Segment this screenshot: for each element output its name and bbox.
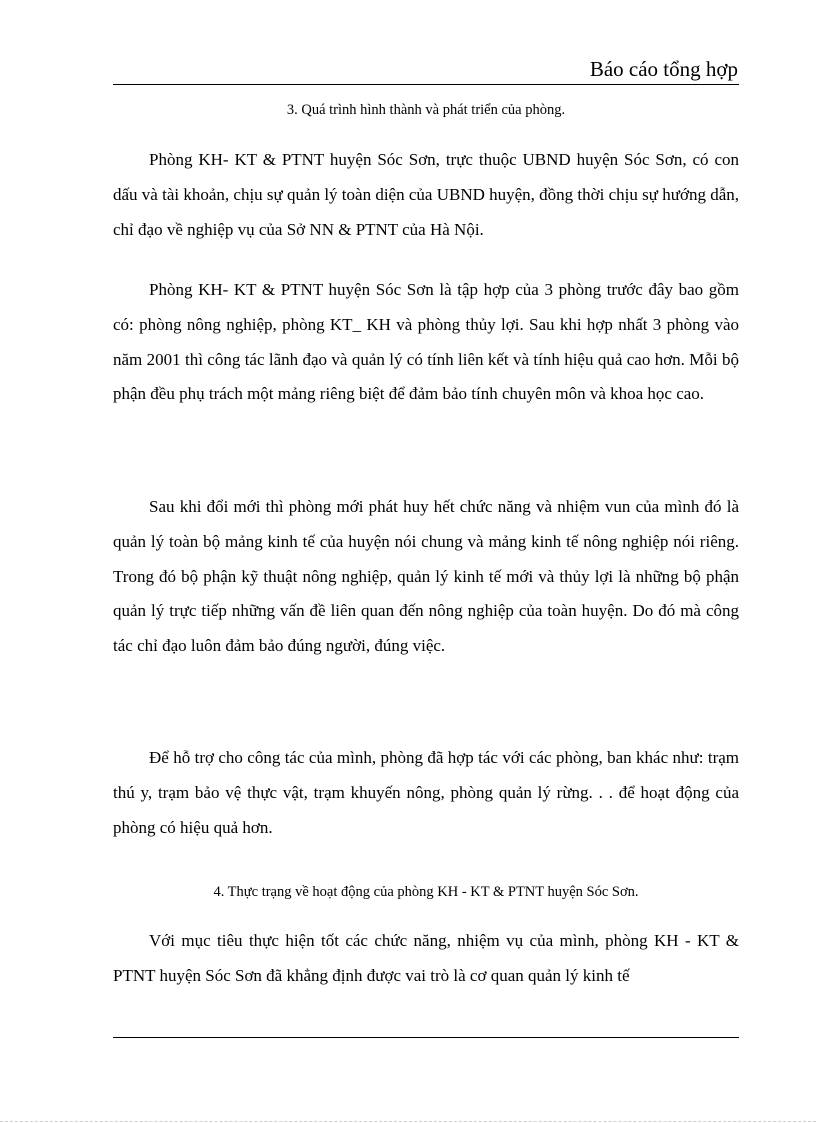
section-3-heading: 3. Quá trình hình thành và phát triển của phòng. [286, 102, 566, 118]
paragraph-5: Với mục tiêu thực hiện tốt các chức năng, nhiệm vụ của mình, phòng KH - KT & PTNT huyện Sóc Sơn đã khẳng định được vai trò là cơ quan quản lý kinh tế [113, 931, 739, 985]
paragraph-1: Phòng KH- KT & PTNT huyện Sóc Sơn, trực thuộc UBND huyện Sóc Sơn, có con dấu và tài khoản, chịu sự quản lý toàn diện của UBND huyện, đồng thời chịu sự hướng dẫn, chỉ đạo về nghiệp vụ của Sở NN & PTNT của Hà Nội. [113, 150, 739, 239]
header-rule [113, 84, 739, 85]
paragraph-4: Để hỗ trợ cho công tác của mình, phòng đã hợp tác với các phòng, ban khác như: trạm thú y, trạm bảo vệ thực vật, trạm khuyến nông, phòng quản lý rừng. . . để hoạt động của phòng có hiệu quả hơn. [113, 748, 739, 837]
header-title: Báo cáo tổng hợp [589, 57, 738, 81]
page-edge [0, 1121, 816, 1122]
paragraph-2: Phòng KH- KT & PTNT huyện Sóc Sơn là tập hợp của 3 phòng trước đây bao gồm có: phòng nông nghiệp, phòng KT_ KH và phòng thủy lợi. Sau khi hợp nhất 3 phòng vào năm 2001 thì công tác lãnh đạo và quản lý có tính liên kết và tính hiệu quả cao hơn. Mỗi bộ phận đều phụ trách một mảng riêng biệt để đảm bảo tính chuyên môn và khoa học cao. [113, 280, 739, 404]
paragraph-3: Sau khi đổi mới thì phòng mới phát huy hết chức năng và nhiệm vun của mình đó là quản lý toàn bộ mảng kinh tế của huyện nói chung và mảng kinh tế nông nghiệp nói riêng. Trong đó bộ phận kỹ thuật nông nghiệp, quản lý kinh tế mới và thủy lợi là những bộ phận quản lý trực tiếp những vấn đề liên quan đến nông nghiệp của toàn huyện. Do đó mà công tác chỉ đạo luôn đảm bảo đúng người, đúng việc. [113, 497, 739, 656]
section-4-heading: 4. Thực trạng về hoạt động của phòng KH - KT & PTNT huyện Sóc Sơn. [213, 884, 639, 900]
footer-rule [113, 1037, 739, 1038]
